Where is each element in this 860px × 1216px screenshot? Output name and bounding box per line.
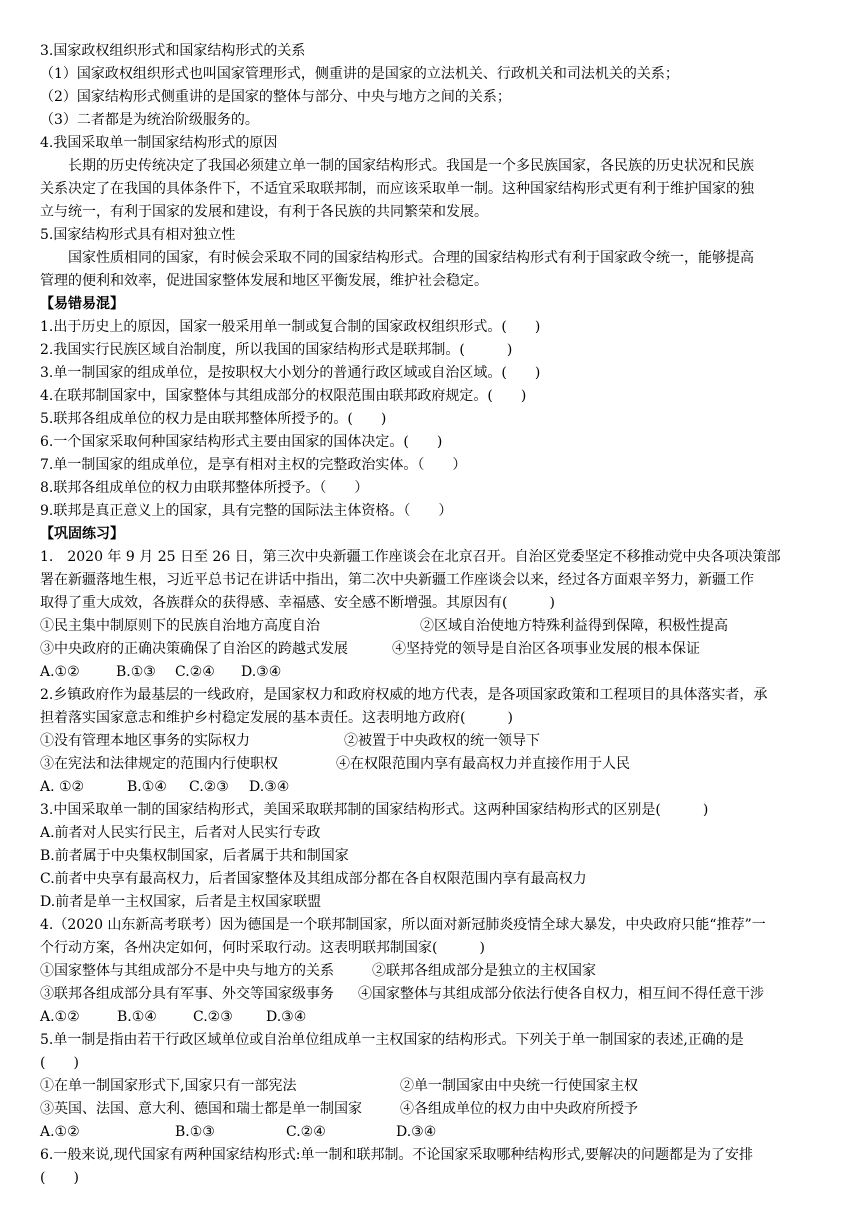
section-5-body-line-1: 国家性质相同的国家，有时候会采取不同的国家结构形式。合理的国家结构形式有利于国家政令统一，能够提高 [68,250,754,266]
section-5-body-line-2: 管理的便利和效率，促进国家整体发展和地区平衡发展，维护社会稳定。 [40,273,488,289]
q1-options-row-2 [40,638,822,661]
q2-answer-b: B.①④ [127,779,167,795]
section-3-item-2: （2）国家结构形式侧重讲的是国家的整体与部分、中央与地方之间的关系； [40,89,511,105]
q1-answer-d: D.③④ [241,664,282,680]
section-3-item-1: （1）国家政权组织形式也叫国家管理形式，侧重讲的是国家的立法机关、行政机关和司法机关的关系； [40,66,679,82]
q4-answer-c: C.②③ [193,1009,233,1025]
q5-answer-d: D.③④ [396,1124,437,1140]
section-3-item-3: （3）二者都是为统治阶级服务的。 [40,112,259,128]
q2-answer-a: A. ①② [40,779,85,795]
q2-stem-line-1: 2.乡镇政府作为最基层的一线政府，是国家权力和政府权威的地方代表，是各项国家政策和工程项目的具体落实者，承 [40,687,768,703]
q2-option-1: ①没有管理本地区事务的实际权力 [40,733,250,749]
q4-answers [40,1006,822,1029]
confusions-heading: 【易错易混】 [40,296,124,312]
confusion-item: 5.联邦各组成单位的权力是由联邦整体所授予的。( ) [40,411,387,427]
section-5-title: 5.国家结构形式具有相对独立性 [40,227,236,243]
q2-stem-line-2: 担着落实国家意志和维护乡村稳定发展的基本责任。这表明地方政府( ) [40,710,513,726]
q4-stem-line-2: 个行动方案，各州决定如何，何时采取行动。这表明联邦制国家( ) [40,940,485,956]
q5-answer-a: A.①② [40,1124,80,1140]
q4-stem-line-1: 4.（2020 山东新高考联考）因为德国是一个联邦制国家，所以面对新冠肺炎疫情全球大暴发，中央政府只能“推荐”一 [40,917,766,933]
q1-option-3: ③中央政府的正确决策确保了自治区的跨越式发展 [40,641,348,657]
q1-stem-line-3: 取得了重大成效，各族群众的获得感、幸福感、安全感不断增强。其原因有( ) [40,595,555,611]
confusion-item: 4.在联邦制国家中，国家整体与其组成部分的权限范围由联邦政府规定。( ) [40,388,527,404]
q2-option-2: ②被置于中央政权的统一领导下 [344,733,540,749]
q2-answer-d: D.③④ [249,779,290,795]
q5-options-row-2 [40,1098,822,1121]
confusion-item: 6.一个国家采取何种国家结构形式主要由国家的国体决定。( ) [40,434,443,450]
q1-option-1: ①民主集中制原则下的民族自治地方高度自治 [40,618,320,634]
practice-heading: 【巩固练习】 [40,526,124,542]
confusion-item: 1.出于历史上的原因，国家一般采用单一制或复合制的国家政权组织形式。( ) [40,319,541,335]
confusion-item: 7.单一制国家的组成单位，是享有相对主权的完整政治实体。（ ） [40,457,467,473]
q3-stem-line-1: 3.中国采取单一制的国家结构形式，美国采取联邦制的国家结构形式。这两种国家结构形式的区别是( ) [40,802,709,818]
q4-option-4: ④国家整体与其组成部分依法行使各自权力，相互间不得任意干涉 [358,986,764,1002]
q3-answer-c: C.前者中央享有最高权力，后者国家整体及其组成部分都在各自权限范围内享有最高权力 [40,871,587,887]
q1-answer-b: B.①③ [116,664,156,680]
q5-answer-c: C.②④ [286,1124,326,1140]
q2-answers [40,776,822,799]
q5-option-1: ①在单一制国家形式下,国家只有一部宪法 [40,1078,297,1094]
q4-answer-b: B.①④ [117,1009,157,1025]
q5-answers [40,1121,822,1144]
q1-options-row-1 [40,615,822,638]
q4-answer-d: D.③④ [266,1009,307,1025]
q1-option-2: ②区域自治使地方特殊利益得到保障，积极性提高 [420,618,728,634]
q5-option-3: ③英国、法国、意大利、德国和瑞士都是单一制国家 [40,1101,362,1117]
q5-options-row-1 [40,1075,822,1098]
q5-answer-b: B.①③ [175,1124,215,1140]
q4-options-row-1 [40,960,822,983]
q2-options-row-2 [40,753,822,776]
section-3-title: 3.国家政权组织形式和国家结构形式的关系 [40,43,306,59]
q1-stem-line-2: 署在新疆落地生根，习近平总书记在讲话中指出，第二次中央新疆工作座谈会以来，经过各方面艰辛努力，新疆工作 [40,572,754,588]
q2-options-row-1 [40,730,822,753]
section-4-body-line-3: 立与统一，有利于国家的发展和建设，有利于各民族的共同繁荣和发展。 [40,204,488,220]
section-4-body-line-1: 长期的历史传统决定了我国必须建立单一制的国家结构形式。我国是一个多民族国家，各民族的历史状况和民族 [68,158,754,174]
q5-option-2: ②单一制国家由中央统一行使国家主权 [400,1078,638,1094]
q4-option-3: ③联邦各组成部分具有军事、外交等国家级事务 [40,986,334,1002]
q1-answer-c: C.②④ [175,664,215,680]
q1-answers [40,661,822,684]
q4-option-1: ①国家整体与其组成部分不是中央与地方的关系 [40,963,334,979]
q5-option-4: ④各组成单位的权力由中央政府所授予 [400,1101,638,1117]
q3-answer-b: B.前者属于中央集权制国家，后者属于共和制国家 [40,848,349,864]
q6-stem-line-2: ( ) [40,1170,79,1186]
q3-answer-a: A.前者对人民实行民主，后者对人民实行专政 [40,825,321,841]
q2-option-4: ④在权限范围内享有最高权力并直接作用于人民 [336,756,630,772]
q1-option-4: ④坚持党的领导是自治区各项事业发展的根本保证 [392,641,700,657]
q1-stem-line-1: 1. 2020 年 9 月 25 日至 26 日，第三次中央新疆工作座谈会在北京召开。自治区党委坚定不移推动党中央各项决策部 [40,549,781,565]
q4-answer-a: A.①② [40,1009,80,1025]
confusion-item: 8.联邦各组成单位的权力由联邦整体所授予。（ ） [40,480,369,496]
confusion-item: 9.联邦是真正意义上的国家，具有完整的国际法主体资格。（ ） [40,503,453,519]
confusion-item: 2.我国实行民族区域自治制度，所以我国的国家结构形式是联邦制。( ) [40,342,513,358]
q2-option-3: ③在宪法和法律规定的范围内行使职权 [40,756,278,772]
section-4-body-line-2: 关系决定了在我国的具体条件下，不适宜采取联邦制，而应该采取单一制。这种国家结构形式更有利于维护国家的独 [40,181,754,197]
q5-stem-line-2: ( ) [40,1055,79,1071]
q4-option-2: ②联邦各组成部分是独立的主权国家 [372,963,596,979]
section-4-title: 4.我国采取单一制国家结构形式的原因 [40,135,278,151]
q1-answer-a: A.①② [40,664,80,680]
q6-stem-line-1: 6.一般来说,现代国家有两种国家结构形式:单一制和联邦制。不论国家采取哪种结构形式,要解决的问题都是为了安排 [40,1147,753,1163]
q4-options-row-2 [40,983,822,1006]
q5-stem-line-1: 5.单一制是指由若干行政区域单位或自治单位组成单一主权国家的结构形式。下列关于单一制国家的表述,正确的是 [40,1032,744,1048]
q2-answer-c: C.②③ [189,779,229,795]
q3-answer-d: D.前者是单一主权国家，后者是主权国家联盟 [40,894,322,910]
confusion-item: 3.单一制国家的组成单位，是按职权大小划分的普通行政区域或自治区域。( ) [40,365,541,381]
